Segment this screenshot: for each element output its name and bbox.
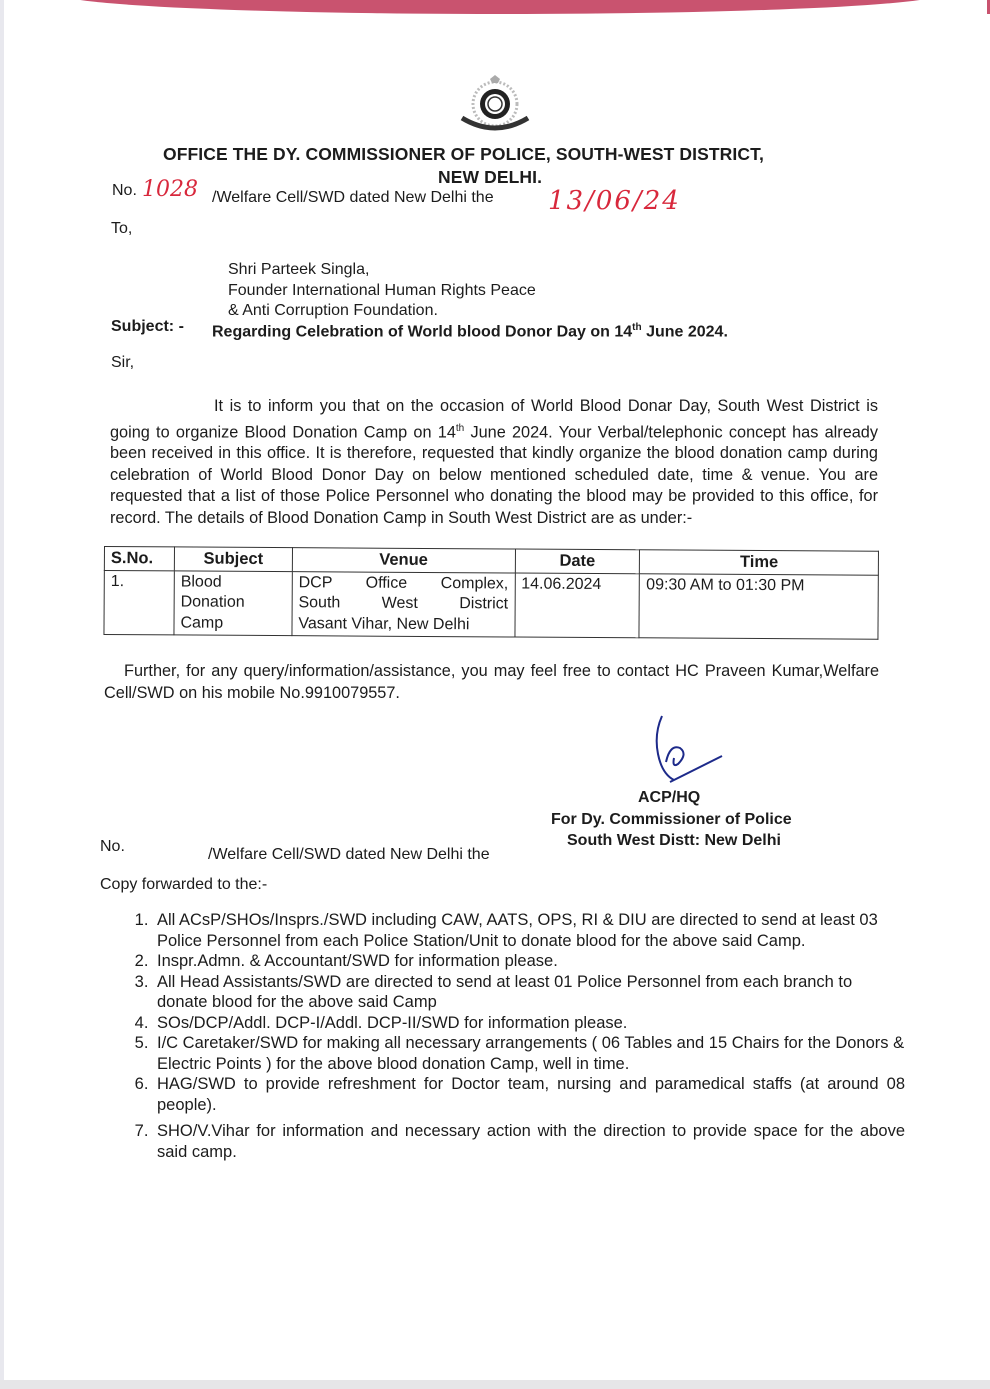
to-label: To, xyxy=(111,220,133,237)
copy-no-label: No. xyxy=(100,838,125,855)
list-item: 4. SOs/DCP/Addl. DCP-I/Addl. DCP-II/SWD for information please. xyxy=(153,1013,905,1034)
body-p2-text: Further, for any query/information/assistance, you may feel free to contact HC Praveen Kumar,Welfare Cell/SWD on his mobile No.9910079557. xyxy=(104,662,879,702)
signatory-line2: For Dy. Commissioner of Police xyxy=(551,811,792,828)
reference-date-handwritten: 13/06/24 xyxy=(548,186,681,216)
header-sno: S.No. xyxy=(104,547,174,571)
cell-time: 09:30 AM to 01:30 PM xyxy=(639,573,878,639)
list-item: 7. SHO/V.Vihar for information and necessary action with the direction to provide space for the above said camp. xyxy=(153,1121,905,1162)
reference-no-label: No. xyxy=(112,182,137,199)
body-paragraph-2 xyxy=(104,661,879,704)
header-time: Time xyxy=(640,550,879,575)
reference-dept: /Welfare Cell/SWD dated New Delhi the xyxy=(212,189,494,206)
office-title-line2: NEW DELHI. xyxy=(438,167,543,187)
header-subject: Subject xyxy=(174,547,292,571)
cell-subject xyxy=(174,570,292,635)
salutation: Sir, xyxy=(111,354,135,371)
copy-forwarded-heading: Copy forwarded to the:- xyxy=(100,876,268,893)
body-p1-sup: th xyxy=(455,422,465,434)
subject-sup: th xyxy=(632,322,642,333)
cell-date: 14.06.2024 xyxy=(514,573,639,638)
cell-subject-line: Donation xyxy=(180,593,245,611)
delhi-police-emblem-icon xyxy=(450,74,540,140)
cell-venue-line: DCP Office Complex, xyxy=(298,573,509,592)
cell-venue-line: South West District xyxy=(298,594,509,613)
list-item: 1. All ACsP/SHOs/Insprs./SWD including CAW, AATS, OPS, RI & DIU are directed to send at least 03 Police Personnel from each Police Station/Unit to donate blood for the above said Camp. xyxy=(153,910,905,951)
subject-text xyxy=(212,322,728,341)
subject-text-prefix: Regarding Celebration of World blood Donor Day on 14 xyxy=(212,323,633,341)
list-item: 5. I/C Caretaker/SWD for making all necessary arrangements ( 06 Tables and 15 Chairs for the Donors & Electric Points ) for the above blood donation Camp, well in time. xyxy=(153,1033,905,1074)
signatory-line3: South West Distt: New Delhi xyxy=(567,832,781,849)
body-p1-part2: June 2024. Your Verbal/telephonic concept has already been received in this office. It is therefore, requested that kindly organize the blood donation camp during celebration of World Blood Donor Day on below mentioned scheduled date, time & venue. You are requested that a list of those Police Personnel who donating the blood may be provided to this office, for record. The details of Blood Donation Camp in South West District are as under:- xyxy=(110,422,878,527)
body-paragraph-1 xyxy=(110,396,878,529)
addressee-line3: & Anti Corruption Foundation. xyxy=(228,302,438,319)
addressee-line2: Founder International Human Rights Peace xyxy=(228,282,536,299)
copy-dept: /Welfare Cell/SWD dated New Delhi the xyxy=(208,846,490,863)
reference-number-handwritten: 1028 xyxy=(142,177,198,202)
signatory-designation: ACP/HQ xyxy=(638,789,701,806)
body-p1-part1: It is to inform you that on the occasion of World Blood Donar Day, South West District is going to organize Blood Donation Camp on 14 xyxy=(110,397,878,441)
cell-venue-line: Vasant Vihar, New Delhi xyxy=(298,614,470,633)
cell-subject-line: Blood xyxy=(180,572,222,591)
cell-venue xyxy=(292,571,515,637)
page-left-edge xyxy=(0,0,4,1389)
subject-text-suffix: June 2024. xyxy=(641,323,728,341)
header-date: Date xyxy=(515,549,640,573)
subject-label: Subject: - xyxy=(111,318,184,335)
table-row xyxy=(104,570,878,639)
folder-top-band xyxy=(60,0,940,14)
handwritten-signature-icon xyxy=(648,714,728,786)
office-title-line1: OFFICE THE DY. COMMISSIONER OF POLICE, SOUTH-WEST DISTRICT, xyxy=(163,144,764,164)
addressee-name: Shri Parteek Singla, xyxy=(228,261,370,278)
header-venue: Venue xyxy=(292,548,515,573)
cell-sno: 1. xyxy=(104,570,174,635)
cell-subject-line: Camp xyxy=(180,613,224,632)
list-item: 6. HAG/SWD to provide refreshment for Doctor team, nursing and paramedical staffs (at around 08 people). xyxy=(153,1074,905,1115)
camp-details-table xyxy=(103,546,879,640)
page-bottom-edge xyxy=(0,1380,990,1389)
copy-forwarded-list xyxy=(128,910,905,1162)
list-item: 2. Inspr.Admn. & Accountant/SWD for information please. xyxy=(153,951,905,972)
list-item: 3. All Head Assistants/SWD are directed to send at least 01 Police Personnel from each branch to donate blood for the above said Camp xyxy=(153,972,905,1013)
